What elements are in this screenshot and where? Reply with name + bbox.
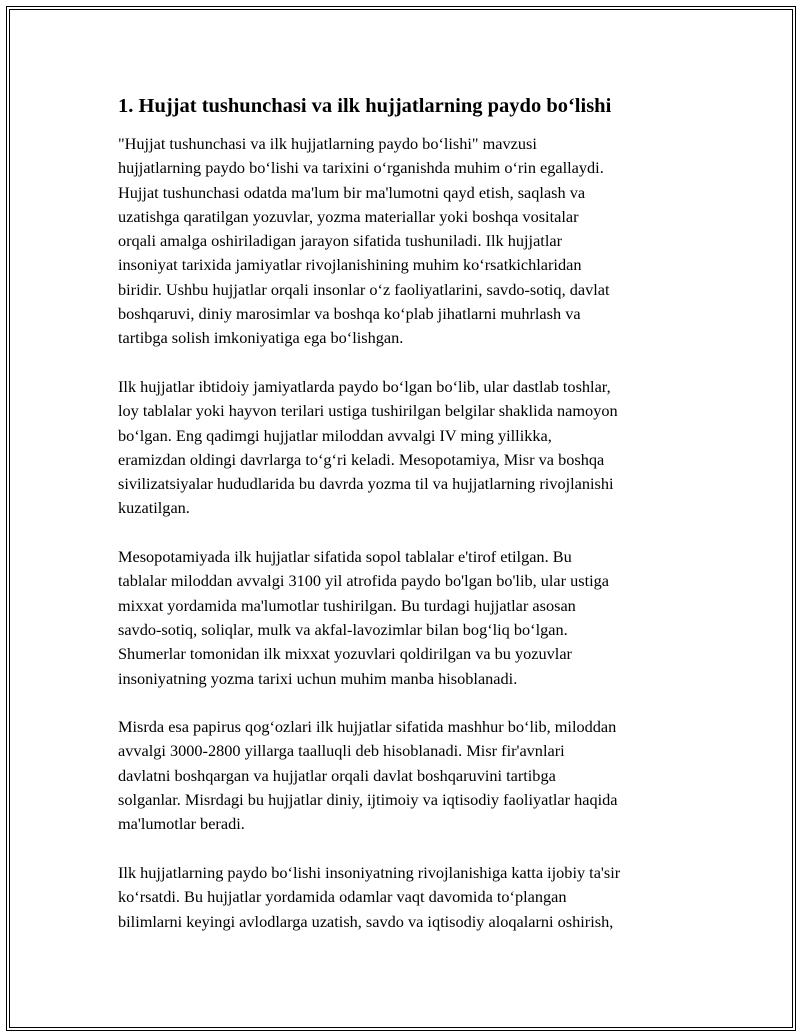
text-line: tablalar miloddan avvalgi 3100 yil atrofida paydo bo'lgan bo'lib, ular ustiga [118,571,610,591]
text-line: biridir. Ushbu hujjatlar orqali insonlar o‘z faoliyatlarini, savdo-sotiq, davlat [118,279,610,299]
paragraph-1 [118,132,698,351]
text-line: Misrda esa papirus qog‘ozlari ilk hujjatlar sifatida mashhur bo‘lib, miloddan [118,717,617,737]
text-line: Hujjat tushunchasi odatda ma'lum bir ma'lumotni qayd etish, saqlash va [118,182,586,202]
text-line: Ilk hujjatlarning paydo bo‘lishi insoniyatning rivojlanishiga katta ijobiy ta'sir [118,862,621,882]
paragraph-5 [118,861,698,934]
paragraph-2 [118,375,698,521]
text-line: Mesopotamiyada ilk hujjatlar sifatida sopol tablalar e'tirof etilgan. Bu [118,547,572,567]
text-line: avvalgi 3000-2800 yillarga taalluqli deb hisoblanadi. Misr fir'avnlari [118,741,565,761]
text-line: tartibga solish imkoniyatiga ega bo‘lishgan. [118,328,404,348]
text-line: insoniyatning yozma tarixi uchun muhim manba hisoblanadi. [118,668,518,688]
text-line: uzatishga qaratilgan yozuvlar, yozma materiallar yoki boshqa vositalar [118,206,579,226]
text-line: savdo-sotiq, soliqlar, mulk va akfal-lavozimlar bilan bog‘liq bo‘lgan. [118,619,568,639]
text-line: davlatni boshqargan va hujjatlar orqali davlat boshqaruvini tartibga [118,765,556,785]
text-line: insoniyat tarixida jamiyatlar rivojlanishining muhim ko‘rsatkichlaridan [118,255,582,275]
text-line: Ilk hujjatlar ibtidoiy jamiyatlarda paydo bo‘lgan bo‘lib, ular dastlab toshlar, [118,376,611,396]
text-line: eramizdan oldingi davrlarga to‘g‘ri keladi. Mesopotamiya, Misr va boshqa [118,449,605,469]
paragraph-3 [118,545,698,691]
text-line: orqali amalga oshiriladigan jarayon sifatida tushuniladi. Ilk hujjatlar [118,231,562,251]
section-heading: 1. Hujjat tushunchasi va ilk hujjatlarning paydo bo‘lishi [118,95,612,117]
text-line: mixxat yordamida ma'lumotlar tushirilgan. Bu turdagi hujjatlar asosan [118,595,576,615]
document-body [118,92,698,958]
text-line: solganlar. Misrdagi bu hujjatlar diniy, ijtimoiy va iqtisodiy faoliyatlar haqida [118,790,618,810]
paragraph-4 [118,715,698,836]
text-line: sivilizatsiyalar hududlarida bu davrda yozma til va hujjatlarning rivojlanishi [118,474,614,494]
text-line: Shumerlar tomonidan ilk mixxat yozuvlari qoldirilgan va bu yozuvlar [118,644,572,664]
text-line: hujjatlarning paydo bo‘lishi va tarixini o‘rganishda muhim o‘rin egallaydi. [118,158,604,178]
text-line: ma'lumotlar beradi. [118,814,245,834]
text-line: bilimlarni keyingi avlodlarga uzatish, savdo va iqtisodiy aloqalarni oshirish, [118,911,614,931]
text-line: "Hujjat tushunchasi va ilk hujjatlarning paydo bo‘lishi" mavzusi [118,134,537,153]
text-line: kuzatilgan. [118,498,190,518]
text-line: boshqaruvi, diniy marosimlar va boshqa ko‘plab jihatlarni muhrlash va [118,304,581,324]
text-line: loy tablalar yoki hayvon terilari ustiga tushirilgan belgilar shaklida namoyon [118,401,618,421]
text-line: bo‘lgan. Eng qadimgi hujjatlar miloddan avvalgi IV ming yillikka, [118,425,552,445]
text-line: ko‘rsatdi. Bu hujjatlar yordamida odamlar vaqt davomida to‘plangan [118,887,567,907]
